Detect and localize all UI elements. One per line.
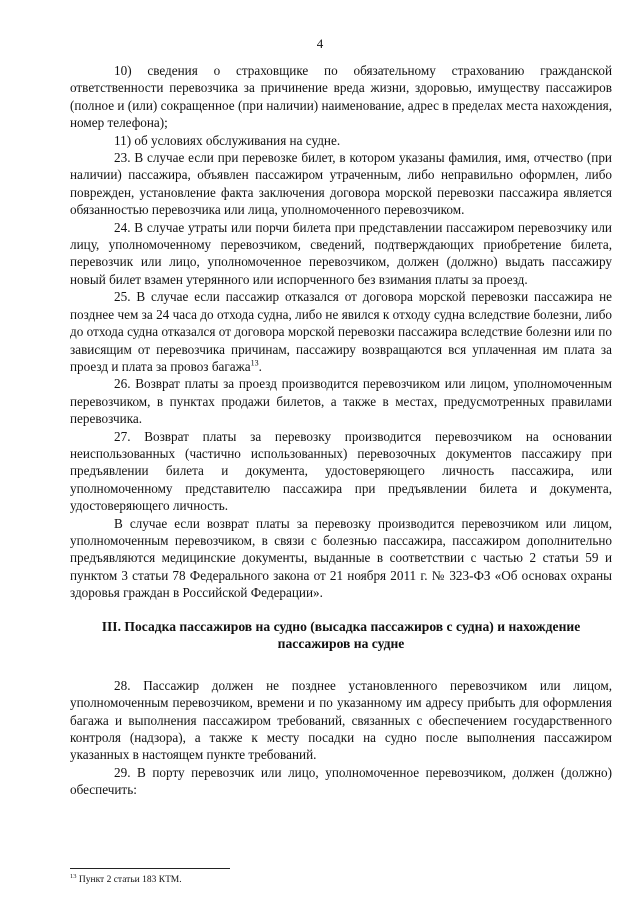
paragraph-25-text: 25. В случае если пассажир отказался от договора морской перевозки пассажира не позднее чем за 24 часа до отхода судна, либо не явился к отходу судна вследствие болезни, либо до отхода судна отказался от договора морской перевозки пассажира вследствие болезни или по зависящим от перевозчика причинам, пассажиру возвращаются вся уплаченная им плата за проезд и плата за провоз багажа — [70, 289, 612, 374]
paragraph-24: 24. В случае утраты или порчи билета при представлении пассажиром перевозчику или лицу, уполномоченному перевозчиком, сведений, подтверждающих приобретение билета, перевозчик или лицо, уполномоченное перевозчиком, должен (должно) выдать пассажиру новый билет взамен утерянного или испорченного без взимания платы за проезд. — [70, 219, 612, 287]
paragraph-25-end: . — [258, 358, 262, 374]
footnote-reference: 13 — [250, 358, 259, 368]
paragraph-item-10: 10) сведения о страховщике по обязательному страхованию гражданской ответственности перевозчика за причинение вреда жизни, здоровью, имуществу пассажиров (полное и (или) сокращенное (при наличии) наименование, адрес в пределах места нахождения, номер телефона); — [70, 63, 612, 131]
paragraph-item-11: 11) об условиях обслуживания на судне. — [114, 132, 341, 148]
paragraph-28: 28. Пассажир должен не позднее установленного перевозчиком или лицом, уполномоченным перевозчиком, времени и по указанному им адресу прибыть для оформления багажа и выполнения пассажиром требований, связанных с обеспечением государственного контроля (надзора), а также к месту посадки на судно после выполнения пассажиром указанных в настоящем пункте требований. — [70, 677, 612, 763]
document-body — [70, 62, 612, 799]
paragraph-29: 29. В порту перевозчик или лицо, уполномоченное перевозчиком, должен (должно) обеспечить: — [70, 764, 612, 798]
paragraph-26: 26. Возврат платы за проезд производится перевозчиком или лицом, уполномоченным перевозчиком, в пунктах продажи билетов, а также в местах, предусмотренных правилами перевозчика. — [70, 376, 612, 427]
footnote-text: Пункт 2 статьи 183 КТМ. — [76, 875, 182, 886]
paragraph-25 — [70, 288, 612, 375]
paragraph-27-continued: В случае если возврат платы за перевозку производится перевозчиком или лицом, уполномоченным перевозчиком, в связи с болезнью пассажира, пассажиром дополнительно предъявляются медицинские документы, выданные в соответствии с частью 2 статьи 59 и пунктом 3 статьи 78 Федерального закона от 21 ноября 2011 г. № 323-ФЗ «Об основах охраны здоровья граждан в Российской Федерации». — [70, 515, 612, 601]
section-heading: III. Посадка пассажиров на судно (высадка пассажиров с судна) и нахождение пассажиров на судне — [101, 618, 581, 652]
paragraph-23: 23. В случае если при перевозке билет, в котором указаны фамилия, имя, отчество (при наличии) пассажира, объявлен пассажиром утраченным, либо неправильно оформлен, либо поврежден, установление факта заключения договора морской перевозки пассажира является обязанностью перевозчика или лица, уполномоченного перевозчиком. — [70, 150, 612, 218]
footnote-divider — [70, 868, 230, 869]
page-number: 4 — [316, 36, 324, 51]
footnote — [70, 871, 182, 886]
paragraph-27: 27. Возврат платы за перевозку производится перевозчиком на основании неиспользованных (частично использованных) перевозочных документов пассажиру при предъявлении билета и документа, удостоверяющего личность пассажира, или уполномоченному представителю пассажира при предъявлении билета и документа, удостоверяющего личность. — [70, 428, 612, 514]
footnote-marker: 13 — [70, 873, 77, 880]
